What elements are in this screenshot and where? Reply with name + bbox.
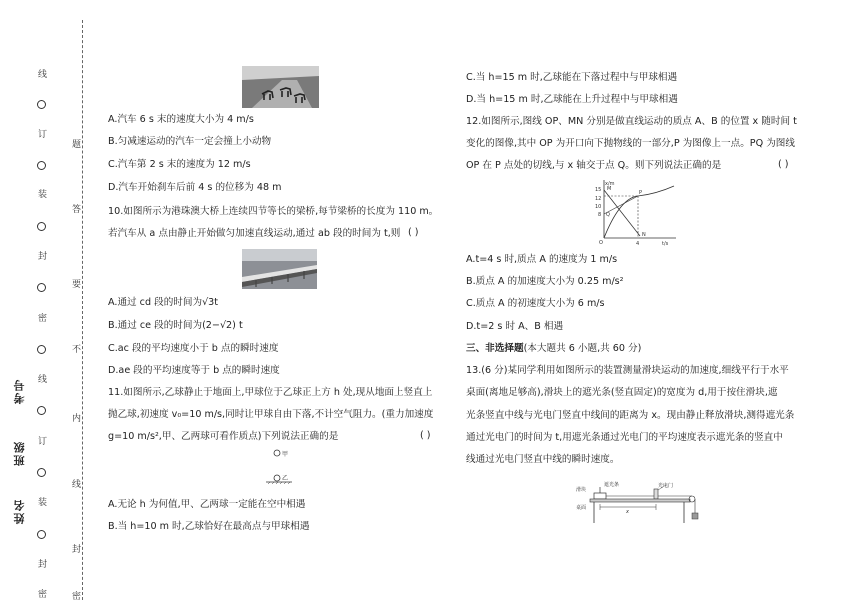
q10-stem-line2: 若汽车从 a 点由静止开始做匀加速直线运动,通过 ab 段的时间为 t,则 bbox=[108, 228, 401, 239]
q10-option-c: C.ac 段的平均速度小于 b 点的瞬时速度 bbox=[108, 343, 279, 354]
margin-note: 线 bbox=[72, 480, 82, 490]
table-surface-label: 桌面 bbox=[576, 505, 587, 511]
seal-label: 订 bbox=[38, 130, 48, 140]
margin-note: 密 bbox=[72, 592, 82, 602]
seal-dashed-line bbox=[82, 20, 83, 600]
bridge-image bbox=[242, 249, 317, 289]
seal-circle bbox=[37, 406, 46, 415]
q9-option-a: A.汽车 6 s 末的速度大小为 4 m/s bbox=[108, 114, 254, 125]
photogate-apparatus-figure bbox=[574, 477, 700, 525]
graph-point-p: P bbox=[639, 190, 643, 196]
ball-yi-label: 乙 bbox=[282, 475, 289, 482]
q12-option-d: D.t=2 s 时 A、B 相遇 bbox=[466, 321, 564, 332]
seal-circle bbox=[37, 530, 46, 539]
q10-option-b: B.通过 ce 段的时间为(2−√2) t bbox=[108, 320, 243, 331]
graph-y-unit: x/m bbox=[605, 181, 615, 187]
q11-option-a: A.无论 h 为何值,甲、乙两球一定能在空中相遇 bbox=[108, 499, 306, 510]
seal-label: 装 bbox=[38, 190, 48, 200]
margin-note: 要 bbox=[72, 280, 82, 290]
margin-note: 封 bbox=[72, 545, 82, 555]
name-field-label: 姓名 bbox=[13, 498, 26, 524]
q10-answer-paren: ( ) bbox=[408, 227, 419, 238]
graph-y-tick: 15 bbox=[595, 187, 602, 193]
q10-option-d: D.ae 段的平均速度等于 b 点的瞬时速度 bbox=[108, 365, 280, 376]
seal-circle bbox=[37, 345, 46, 354]
q11-option-b: B.当 h=10 m 时,乙球恰好在最高点与甲球相遇 bbox=[108, 521, 310, 532]
q11-option-c: C.当 h=15 m 时,乙球能在下落过程中与甲球相遇 bbox=[466, 72, 678, 83]
seal-circle bbox=[37, 222, 46, 231]
section3-heading bbox=[466, 342, 641, 355]
q11-stem-line1: 11.如图所示,乙球静止于地面上,甲球位于乙球正上方 h 处,现从地面上竖直上 bbox=[108, 387, 433, 398]
graph-x-tick: 4 bbox=[636, 241, 640, 246]
graph-point-n: N bbox=[642, 232, 646, 238]
q13-stem-line3: 光条竖直中线与光电门竖直中线间的距离为 x。现由静止释放滑块,测得遮光条 bbox=[466, 410, 795, 421]
q13-stem-line4: 通过光电门的时间为 t,用遮光条通过光电门的平均速度表示遮光条的竖直中 bbox=[466, 432, 783, 443]
q9-option-c: C.汽车第 2 s 末的速度为 12 m/s bbox=[108, 159, 251, 170]
seal-label: 密 bbox=[38, 590, 48, 600]
seal-label: 线 bbox=[38, 375, 48, 385]
position-time-graph bbox=[590, 178, 680, 246]
q11-stem-line3: g=10 m/s²,甲、乙两球可看作质点)下列说法正确的是 bbox=[108, 431, 339, 442]
graph-point-q: Q bbox=[606, 212, 610, 218]
q12-answer-paren: ( ) bbox=[778, 159, 789, 170]
q9-option-b: B.匀减速运动的汽车一定会撞上小动物 bbox=[108, 136, 272, 147]
q9-option-d: D.汽车开始刹车后前 4 s 的位移为 48 m bbox=[108, 182, 282, 193]
seal-circle bbox=[37, 100, 46, 109]
distance-x-label: x bbox=[626, 509, 629, 515]
section3-title: 三、非选择题 bbox=[466, 343, 524, 354]
seal-circle bbox=[37, 283, 46, 292]
graph-y-tick: 10 bbox=[595, 204, 602, 210]
section3-subtitle: (本大题共 6 小题,共 60 分) bbox=[523, 343, 642, 354]
two-balls-figure bbox=[262, 448, 298, 486]
graph-y-tick: 12 bbox=[595, 196, 602, 202]
q12-stem-line2: 变化的图像,其中 OP 为开口向下抛物线的一部分,P 为图像上一点。PQ 为图线 bbox=[466, 138, 795, 149]
graph-y-tick: 8 bbox=[598, 212, 602, 218]
q10-option-a: A.通过 cd 段的时间为√3t bbox=[108, 297, 219, 308]
q13-stem-line5: 线通过光电门竖直中线的瞬时速度。 bbox=[466, 454, 620, 465]
q11-option-d: D.当 h=15 m 时,乙球能在上升过程中与甲球相遇 bbox=[466, 94, 678, 105]
margin-note: 答 bbox=[72, 205, 82, 215]
graph-origin: O bbox=[599, 240, 603, 246]
shading-strip-label: 遮光条 bbox=[604, 482, 620, 488]
graph-point-m: M bbox=[607, 186, 612, 192]
margin-note: 内 bbox=[72, 414, 82, 424]
animals-on-road-image bbox=[242, 66, 319, 108]
q11-stem-line2: 抛乙球,初速度 v₀=10 m/s,同时让甲球自由下落,不计空气阻力。(重力加速度 bbox=[108, 409, 434, 420]
exam-number-field-label: 考号 bbox=[13, 378, 26, 404]
binding-margin bbox=[0, 0, 96, 608]
ball-jia-label: 甲 bbox=[282, 451, 289, 458]
q12-option-a: A.t=4 s 时,质点 A 的速度为 1 m/s bbox=[466, 254, 618, 265]
q12-option-b: B.质点 A 的加速度大小为 0.25 m/s² bbox=[466, 276, 624, 287]
q12-option-c: C.质点 A 的初速度大小为 6 m/s bbox=[466, 298, 605, 309]
seal-label: 封 bbox=[38, 252, 48, 262]
seal-label: 装 bbox=[38, 498, 48, 508]
graph-x-unit: t/s bbox=[662, 241, 669, 246]
photogate-label: 光电门 bbox=[658, 483, 674, 489]
class-field-label: 班级 bbox=[13, 440, 26, 466]
q13-stem-line2: 桌面(离地足够高),滑块上的遮光条(竖直固定)的宽度为 d,用于按住滑块,遮 bbox=[466, 387, 778, 398]
slider-label: 滑块 bbox=[576, 487, 587, 493]
q11-answer-paren: ( ) bbox=[420, 430, 431, 441]
q13-stem-line1: 13.(6 分)某同学利用如图所示的装置测量滑块运动的加速度,细线平行于水平 bbox=[466, 365, 789, 376]
margin-note: 题 bbox=[72, 140, 82, 150]
seal-circle bbox=[37, 468, 46, 477]
seal-label: 封 bbox=[38, 560, 48, 570]
q10-stem-line1: 10.如图所示为港珠澳大桥上连续四节等长的梁桥,每节梁桥的长度为 110 m。 bbox=[108, 206, 439, 217]
seal-label: 密 bbox=[38, 314, 48, 324]
seal-circle bbox=[37, 161, 46, 170]
seal-label: 订 bbox=[38, 437, 48, 447]
margin-note: 不 bbox=[72, 345, 82, 355]
seal-label: 线 bbox=[38, 70, 48, 80]
q12-stem-line1: 12.如图所示,图线 OP、MN 分别是做直线运动的质点 A、B 的位置 x 随时间 t bbox=[466, 116, 797, 127]
q12-stem-line3: OP 在 P 点处的切线,与 x 轴交于点 Q。则下列说法正确的是 bbox=[466, 160, 722, 171]
